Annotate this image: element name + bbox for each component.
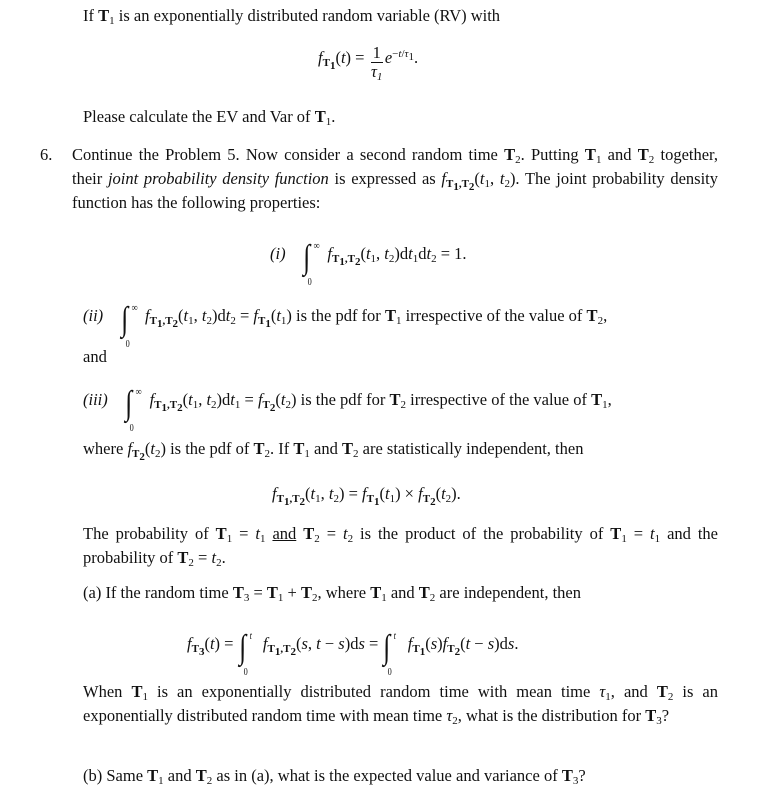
problem-text: Continue the Problem 5. Now consider a second random time $T_2$. Putting $T_1$ and $T_2$ together, their joint probability density function is expressed as $f_{T_1,T_2}(t_1$, $t_2$). The joint probability density function has the following properties: bbox=[72, 145, 719, 212]
convolution-equation: $f_{T_3}(t)$ = ∫ t 0 $f_{T_1,T_2}(s$, t − s)ds = ∫ t 0 $f_{T_1}(s)f_{T_2}(t - s)ds$. bbox=[187, 629, 519, 678]
intro-line: If $T_1$ is an exponentially distributed random variable (RV) with bbox=[83, 6, 501, 27]
problem-number: 6. bbox=[40, 145, 53, 164]
part-b-text: (b) Same $T_1$ and $T_2$ as in (a), what is the expected value and variance of $T_3$? bbox=[83, 766, 586, 787]
property-iii: (iii) ∫ ∞ 0 $f_{T_1,T_2}(t_1$, $t_2)dt_1 = f_{T_2}(t_2)$ is the pdf for $T_2$ irrespective of the value of $T_1$, bbox=[83, 385, 612, 434]
property-i: (i) ∫ ∞ 0 $f_{T_1,T_2}(t_1$, $t_2)dt_1dt_2 = 1$. bbox=[270, 239, 467, 288]
when-text: When $T_1$ is an exponentially distributed random time with mean time $\tau_1$, and $T_2$ is an exponentially distributed random time with mean time $\tau_2$, what is the distribution for $T_3$? bbox=[83, 682, 718, 727]
part-a-text: (a) If the random time $T_3 = T_1 + T_2$, where $T_1$ and $T_2$ are independent, then bbox=[83, 583, 581, 604]
property-ii: (ii) ∫ ∞ 0 $f_{T_1,T_2}(t_1$, $t_2)dt_2 = f_{T_1}(t_1)$ is the pdf for $T_1$ irrespective of the value of $T_2$, bbox=[83, 301, 608, 350]
intro-ask: Please calculate the EV and Var of $T_1$. bbox=[83, 107, 336, 128]
where-text: where $f_{T_2}(t_2)$ is the pdf of $T_2$. If $T_1$ and $T_2$ are statistically independent, then bbox=[83, 439, 584, 463]
product-text: The probability of $T_1 = t_1$ and $T_2 = t_2$ is the product of the probability of $T_1 = t_1$ and the probability of $T_2 = t_2$. bbox=[83, 524, 719, 569]
and-text: and bbox=[83, 347, 107, 366]
pdf-equation: $f_{T_1}(t)$ = $\frac{1}{\tau_1}$ $e^{-t/\tau_1}$. bbox=[318, 43, 419, 83]
independence-equation: $f_{T_1,T_2}(t_1$, $t_2) = f_{T_1}(t_1) \times f_{T_2}(t_2)$. bbox=[272, 484, 461, 508]
